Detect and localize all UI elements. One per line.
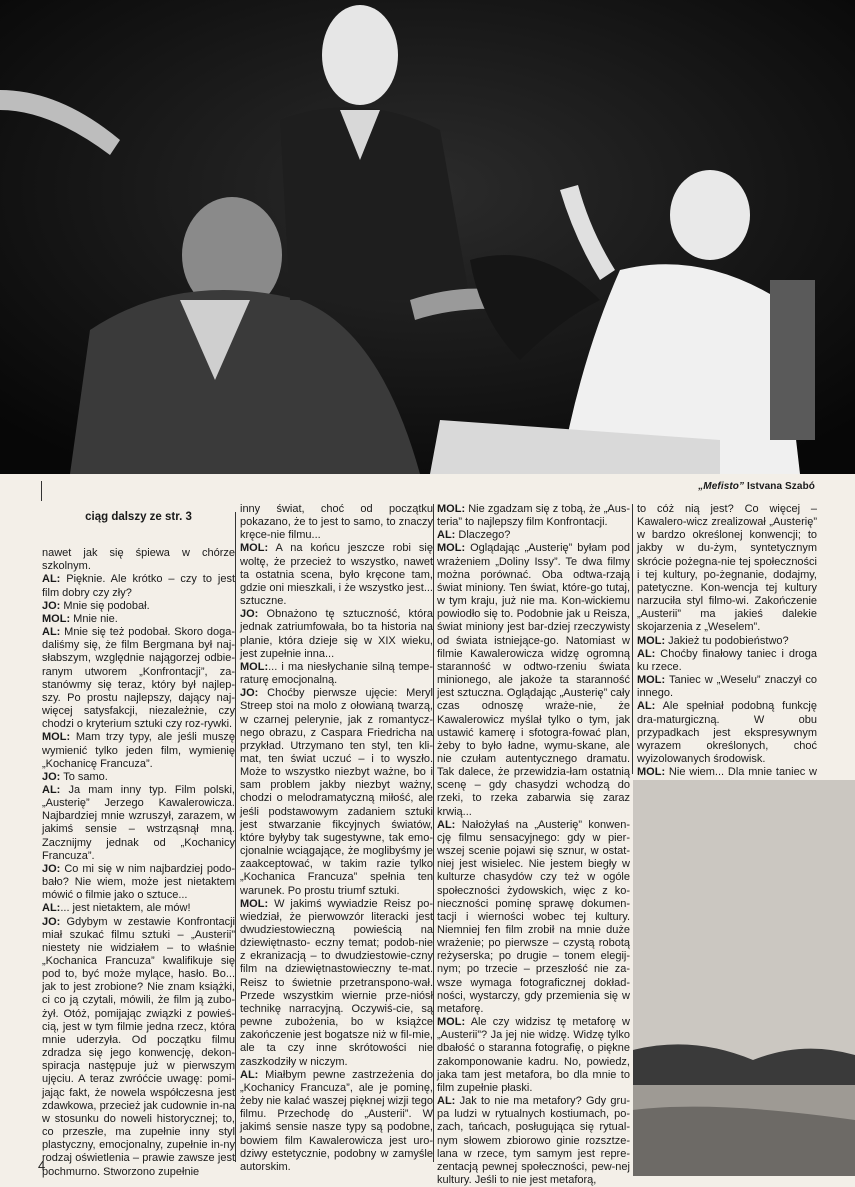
paragraph-text: Mnie nie. <box>70 612 118 625</box>
paragraph <box>437 529 630 542</box>
speaker-label: MOL: <box>437 542 466 555</box>
column-rule <box>433 504 434 1162</box>
paragraph-text: Nałożyłaś na „Austerię” konwen-cję filmu sensacyjnego: gdy w pier-wszej scenie pojawi się sznur, w ostat-niej jest wisielec. Nie jestem biegły w kulturze chasydów czy też w ogóle społeczności żydowskich, więc z ko-nieczności pominę sprawę dokumen-tacji i wierności wobec tej kultury. Niemniej fen film zrobił na mnie duże wrażenie; po pierwsze – czystą robotą reżyserska; po drugie – tonem elegij-nym; po trzecie – przeszłość nie za-wsze wymaga fotograficznej dokład-ności, wystarczy, gdy przemienia się w metaforę. <box>437 818 630 1015</box>
paragraph-text: Choćby finałowy taniec i droga ku rzece. <box>637 647 817 673</box>
continuation-heading: ciąg dalszy ze str. 3 <box>85 511 192 523</box>
article-column-2 <box>240 503 433 1174</box>
speaker-label: AL: <box>42 783 61 796</box>
speaker-label: AL: <box>437 818 456 831</box>
paragraph-text: Ja mam inny typ. Film polski, „Austerię” Jerzego Kawalerowicza. Najbardziej mnie wzruszył, zarazem, w jakimś sensie – wstrząsnął mną. Zacznijmy jednak od „Kochanicy Francuza”. <box>42 783 235 862</box>
paragraph-text: Gdybym w zestawie Konfrontacji miał szukać filmu sztuki – „Austerii” niestety nie widziałem – to właśnie „Kochanica Francuza” kwalifikuje się pod to, być może mylące, hasło. Bo... jak to jest zrobione? Nie znam książki, ci co ją czytali, mówili, że film ją zubo-żył. Otóż, pomijając związki z powieś-cią, jest w tym filmie jedna rzecz, która mnie uderzyła. Od początku filmu zdradza się jego konwencję, dekon-spiracja następuje już w pierwszym ujęciu. A teraz zwróćcie uwagę: pomi-jając fakt, że nowela współczesna jest zdawkowa, przecież jak cudownie in-na w stosunku do noweli historycznej; to, co przeszłe, ma zupełnie inny styl plastyczny, emocjonalny, zupełnie in-ny rodzaj oświetlenia – prawie zawsze jest pochmurno. Stworzono zupełnie <box>42 915 235 1178</box>
paragraph-text: Mnie się podobał. <box>60 599 150 612</box>
speaker-label: MOL: <box>637 634 666 647</box>
paragraph <box>637 700 817 766</box>
speaker-label: MOL: <box>637 766 666 779</box>
paragraph-text: Jakież tu podobieństwo? <box>665 634 789 647</box>
paragraph-text: Miałbym pewne zastrzeżenia do „Kochanicy Francuza”, ale je pominę, żeby nie kalać waszej pięknej wizji tego filmu. Przechodę do „Austerii”. W jakimś sensie nasze typy są podobne, bowiem film Kawalerowicza jest uro-dziwy estetycznie, podobny w zamyśle autorskim. <box>240 1068 433 1173</box>
speaker-label: MOL: <box>240 897 269 910</box>
speaker-label: MOL: <box>240 542 269 555</box>
paragraph <box>437 819 630 1016</box>
paragraph-text: Ale czy widzisz tę metaforę w „Austerii”? Ja jej nie widzę. Widzę tylko dbałość o staranna fotografię, o piękne zakomponowanie kadru. No, powiedz, jaka tam jest metafora, bo dla mnie to film zupełnie płaski. <box>437 1016 630 1094</box>
speaker-label: AL: <box>42 573 61 586</box>
film-still-photo <box>0 0 855 474</box>
paragraph-text: Mnie się też podobał. Skoro doga-daliśmy się, że film Bergmana był naj-słabszym, względnie najągorzej odbie-ranym utworem „Konfrontacji”, za-stanówmy się teraz, który był najlep-szy. Po prostu najlepszy, dający naj-więcej satysfakcji, niezależnie, czy chodzi o kryterium sztuki czy roz-rywki. <box>42 626 235 731</box>
article-column-3 <box>437 503 630 1187</box>
paragraph-text: To samo. <box>60 770 108 783</box>
column-rule <box>235 512 236 1162</box>
speaker-label: MOL: <box>42 731 71 744</box>
paragraph <box>42 613 235 626</box>
paragraph <box>42 784 235 863</box>
paragraph-text: Mam trzy typy, ale jeśli muszę wymienić tylko jeden film, wymienię „Kochanicę Francuza”. <box>42 731 235 770</box>
caption-author: Istvana Szabó <box>747 481 815 492</box>
speaker-label: JO: <box>42 915 61 928</box>
speaker-label: AL: <box>42 902 61 915</box>
paragraph <box>437 1095 630 1187</box>
paragraph <box>240 1069 433 1174</box>
speaker-label: AL: <box>637 700 656 713</box>
paragraph-text: Choćby pierwsze ujęcie: Meryl Streep stoi na molo z ołowianą twarzą, w czarnej pelerynie, jak z romantycz-nego obrazu, z Caspara Friedricha na przykład. Utrzymano ten styl, ten kli-mat, ten świat uczuć – i to wyszło. Może to wszystko niezbyt ważne, bo i sam problem jakby niezbyt ważny, chodzi o melodramatyczną miłość, ale jeśli podstawowym zadaniem sztuki jest stwarzanie fikcyjnych światów, które byłyby tak sugestywne, tak emo-cjonalnie wciągające, że moglibyśmy je zaakceptować, w takim razie tylko „Kochanica Francuza” spełnia ten warunek. Po prostu triumf sztuki. <box>240 687 433 897</box>
speaker-label: MOL: <box>437 1016 466 1029</box>
paragraph-text: Pięknie. Ale krótko – czy to jest film dobry czy zły? <box>42 573 235 599</box>
paragraph <box>240 542 433 608</box>
paragraph <box>42 547 235 573</box>
speaker-label: JO: <box>42 599 61 612</box>
photo-caption <box>698 481 815 492</box>
paragraph <box>437 1016 630 1095</box>
paragraph-text: A na końcu jeszcze robi się woltę, że przecież to wszystko, nawet ta ostatnia scena, było kręcone tam, gdzie oni mieszkali, i że wszystko jest... sztuczne. <box>240 542 433 608</box>
paragraph-text: Jak to nie ma metafory? Gdy gru-pa ludzi w rytualnych kostiumach, po-zach, tańcach, posługująca się rytual-nym słowem zbiorowo ginie rozsztze-lana w rzece, tym samym jest repre-zentacją pewnej społeczności, pew-nej kultury. Jeśli to nie jest metaforą, <box>437 1095 630 1186</box>
speaker-label: AL: <box>437 529 456 542</box>
article-column-4 <box>637 503 817 792</box>
paragraph <box>42 771 235 784</box>
speaker-label: MOL: <box>437 503 466 515</box>
paragraph <box>42 573 235 599</box>
paragraph <box>42 863 235 902</box>
film-still-image <box>0 0 855 474</box>
paragraph <box>42 600 235 613</box>
paragraph <box>42 916 235 1179</box>
paragraph <box>437 503 630 529</box>
speaker-label: JO: <box>240 608 259 621</box>
paragraph <box>42 731 235 770</box>
paragraph <box>42 902 235 915</box>
paragraph-text: Ale spełniał podobną funkcję dra-maturgiczną. W obu przypadkach jest ekspresywnym wyrazem określonych, choć wyizolowanych środowisk. <box>637 700 817 765</box>
paragraph <box>42 626 235 731</box>
speaker-label: JO: <box>240 687 259 700</box>
paragraph <box>437 542 630 818</box>
paragraph-text: Co mi się w nim najbardziej podo-bało? Nie wiem, może jest nietaktem mówić o filmie jako o sztuce... <box>42 862 235 902</box>
paragraph <box>240 503 433 542</box>
column-rule <box>632 504 633 774</box>
second-photo-image <box>633 780 855 1176</box>
paragraph <box>240 898 433 1069</box>
paragraph-text: nawet jak się śpiewa w chórze szkolnym. <box>42 547 235 573</box>
column-rule <box>41 481 42 501</box>
paragraph <box>240 687 433 898</box>
paragraph-text: Obnażono tę sztuczność, która jednak zatriumfowała, bo ta historia na planie, która dzieje się w XIX wieku, jest zupełnie inna... <box>240 608 433 660</box>
speaker-label: AL: <box>42 626 61 639</box>
speaker-label: AL: <box>437 1095 456 1108</box>
caption-title: „Mefisto” <box>698 481 745 492</box>
speaker-label: AL: <box>240 1068 259 1081</box>
paragraph-text: Nie zgadzam się z tobą, że „Aus-teria” to najlepszy film Konfrontacji. <box>437 503 630 529</box>
speaker-label: JO: <box>42 862 61 875</box>
paragraph <box>637 503 817 635</box>
speaker-label: MOL: <box>240 660 269 673</box>
paragraph-text: Taniec w „Weselu” znaczył co innego. <box>637 674 817 700</box>
paragraph-text: Oglądając „Austerię” byłam pod wrażeniem „Doliny Issy”. Te dwa filmy można porównać. Oba odtwa-rzają świat miniony. Ten świat, które-go tutaj, w tym kraju, już nie ma. Kon-wickiemu powiodło się to. Podobnie jak u Reisza, świat miniony jest bar-dziej rzeczywisty od świata istniejące-go. Natomiast w filmie Kawalerowicza widzę ogromną staranność w odtwo-rzeniu świata minionego, ale jakoże ta staranność jest sztuczna. Oglądając „Austerię” cały czas odnoszę wraże-nie, że Kawalerowicz myślał tylko o tym, jak ustawić kamerę i sfotogra-fować plan, żeby to było ładne, wymu-skane, ale nie czułam autentycznego dramatu. Tak dalece, że przewidzia-łam ostatnią scenę – gdy chasydzi wchodzą do rzeki, to rzeka zabarwia się zaraz krwią... <box>437 542 630 818</box>
film-still-photo-bottom <box>633 780 855 1176</box>
paragraph-text: to cóż nią jest? Co więcej – Kawalero-wicz zrealizował „Austerię” w bardzo określonej konwencji; to jakby w du-żym, syntetycznym skrócie pożegna-nie tej społeczności i tej kultury, po-żegnanie, dodajmy, patetyczne. Kon-wencja tej kultury narzuciła styl filmo-wi. Zakończenie „Austerii” ma jakieś dalekie skojarzenia z „Weselem”. <box>637 503 817 634</box>
paragraph-text: ... jest nietaktem, ale mów! <box>60 902 191 915</box>
speaker-label: MOL: <box>42 612 71 625</box>
paragraph-text: Dlaczego? <box>455 529 511 542</box>
paragraph-text: W jakimś wywiadzie Reisz po-wiedział, że pierwowzór literacki jest dwudziestowieczną powieścią na dziewiętnasto- eczny temat; podob-nie z ekranizacją – to dwudziestowie-czny film na dziewiętnastowieczny te-mat. Reisz to świetnie przetranspono-wał. Przede wszystkim wiernie prze-niósł technikę narracyjną. Oczywiś-cie, są pewne zubożenia, bo w książce zakończenie jest bogatsze niż w fil-mie, ale ta czy inne skrótowości nie zaszkodziły w niczym. <box>240 897 433 1068</box>
speaker-label: MOL: <box>637 674 666 687</box>
paragraph-text: Nie wiem... Dla mnie taniec w <box>668 766 817 779</box>
paragraph <box>240 661 433 687</box>
speaker-label: JO: <box>42 770 61 783</box>
paragraph <box>637 648 817 674</box>
speaker-label: AL: <box>637 647 656 660</box>
article-column-1 <box>42 511 235 1179</box>
paragraph-text: inny świat, choć od początku pokazano, że to jest to samo, to znaczy kręce-nie filmu... <box>240 503 433 542</box>
paragraph <box>637 635 817 648</box>
page-number: 4 <box>38 1158 46 1173</box>
paragraph-text: ... i ma niesłychanie silną tempe-raturę emocjonalną. <box>240 660 433 687</box>
paragraph <box>240 608 433 661</box>
paragraph <box>637 674 817 700</box>
